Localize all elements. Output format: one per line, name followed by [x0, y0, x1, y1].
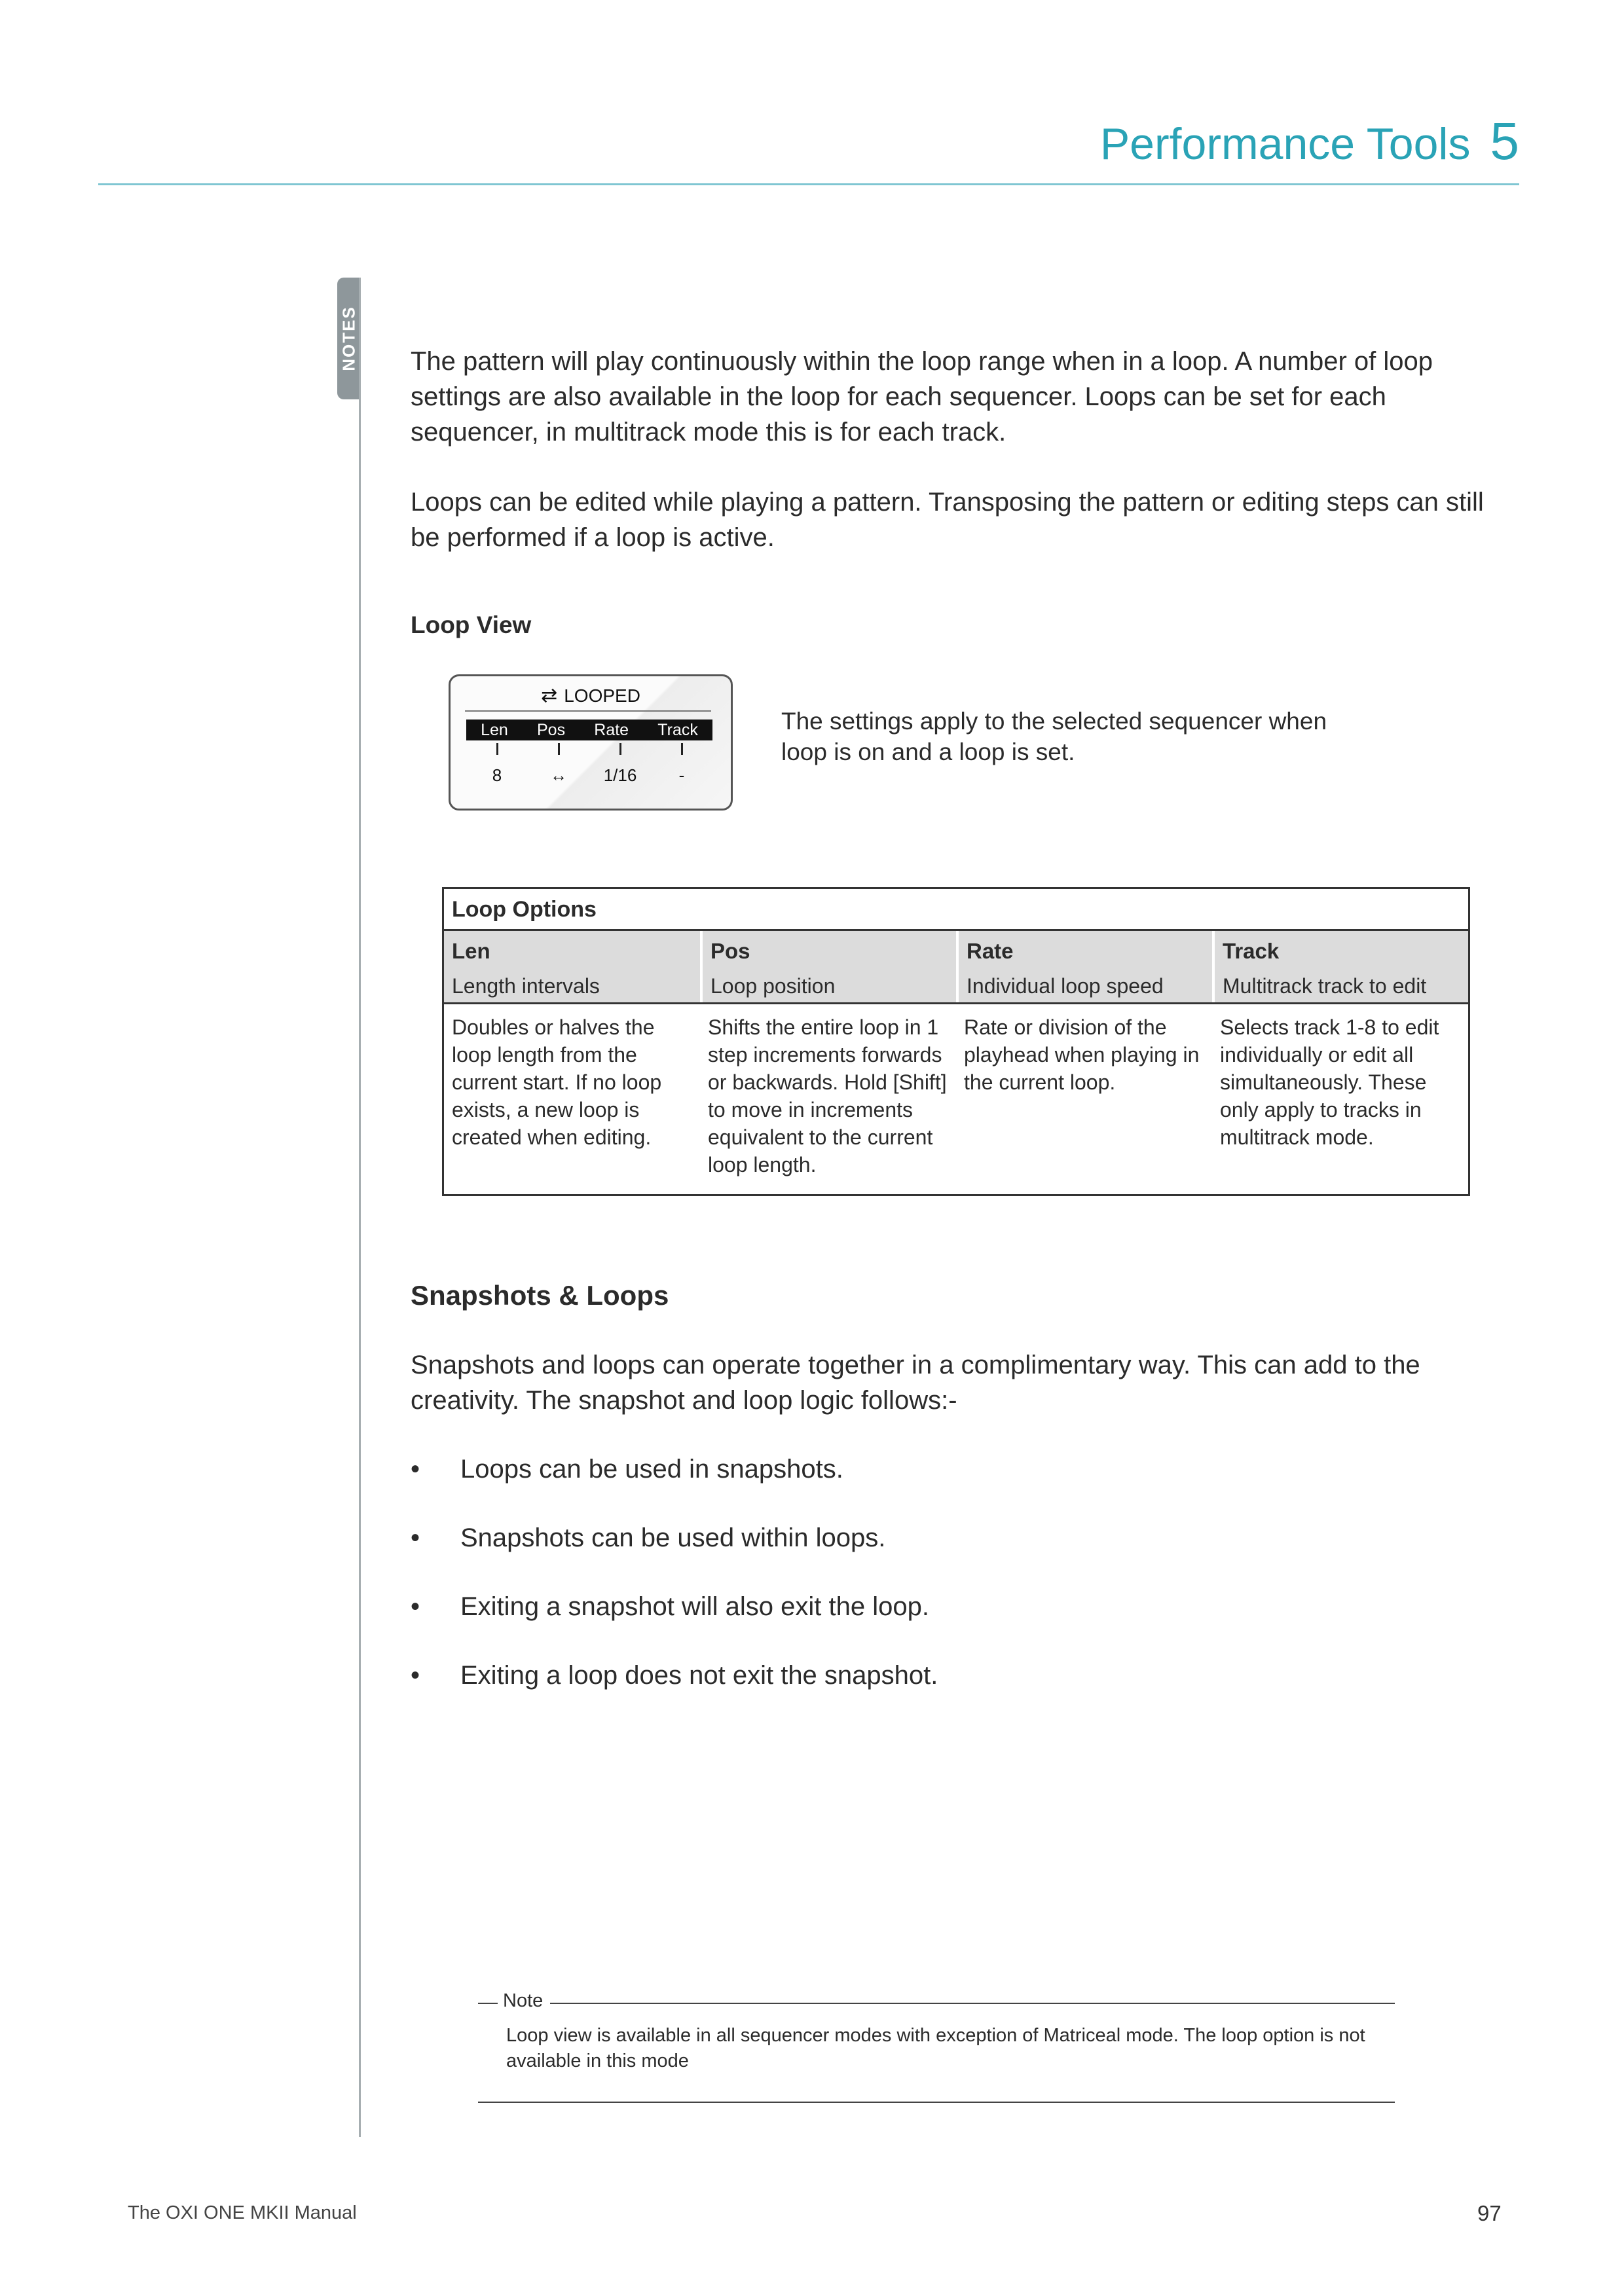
- loop-view-caption: The settings apply to the selected sequencer when loop is on and a loop is set.: [781, 708, 1327, 765]
- bullet-marker: •: [411, 1592, 420, 1621]
- bullet-marker: •: [411, 1661, 420, 1690]
- loop-view-heading: Loop View: [411, 611, 532, 638]
- column-subtitle: Individual loop speed: [967, 974, 1164, 998]
- screen-param-bar: [466, 720, 712, 740]
- column-name: Rate: [967, 939, 1014, 963]
- bullet-marker: •: [411, 1455, 420, 1484]
- note-rule-left: [478, 2003, 498, 2004]
- notes-margin-line: [359, 278, 361, 2137]
- column-subtitle: Length intervals: [452, 974, 600, 998]
- screen-ticks: [466, 743, 712, 755]
- table-header-cell: [956, 931, 1212, 1002]
- column-subtitle: Loop position: [710, 974, 836, 998]
- column-name: Track: [1223, 939, 1280, 963]
- notes-label: NOTES: [339, 306, 359, 371]
- footer-manual-title: The OXI ONE MKII Manual: [128, 2202, 357, 2223]
- screen-divider: [465, 710, 711, 712]
- screen-status: [451, 684, 731, 707]
- note-text: Loop view is available in all sequencer modes with exception of Matriceal mode. The loop option is not available in this mode: [506, 2025, 1365, 2071]
- screen-tick: [681, 743, 683, 755]
- list-item: [411, 1661, 938, 1690]
- table-title: Loop Options: [444, 889, 1468, 931]
- list-item-text: Loops can be used in snapshots.: [460, 1455, 843, 1484]
- list-item: [411, 1523, 885, 1553]
- column-name: Len: [452, 939, 490, 963]
- table-header-cell: [1212, 931, 1468, 1002]
- table-cell: Doubles or halves the loop length from the current start. If no loop exists, a new loop is created when editing.: [452, 1015, 662, 1149]
- note-label: Note: [503, 1990, 544, 2011]
- screen-value-pos: ↔: [550, 765, 567, 785]
- screen-status-text: LOOPED: [564, 685, 640, 706]
- loop-options-table: [442, 887, 1470, 1196]
- table-header-row: [444, 931, 1468, 1004]
- column-subtitle: Multitrack track to edit: [1223, 974, 1427, 998]
- table-cell: Selects track 1-8 to edit individually or edit all simultaneously. These only apply to tracks in multitrack mode.: [1220, 1015, 1439, 1149]
- list-item-text: Snapshots can be used within loops.: [460, 1523, 886, 1552]
- screen-param-rate: Rate: [594, 720, 629, 739]
- notes-tab: [337, 278, 361, 399]
- screen-tick: [619, 743, 621, 755]
- screen-param-len: Len: [481, 720, 508, 739]
- snapshots-paragraph: Snapshots and loops can operate together in a complimentary way. This can add to the creativity. The snapshot and loop logic follows:-: [411, 1351, 1420, 1415]
- screen-param-pos: Pos: [537, 720, 566, 739]
- screen-param-track: Track: [657, 720, 698, 739]
- intro-paragraph-2: Loops can be edited while playing a pattern. Transposing the pattern or editing steps can still be performed if a loop is active.: [411, 488, 1484, 552]
- screen-value-len: 8: [492, 765, 502, 785]
- chapter-title: [1100, 111, 1519, 172]
- loop-arrows-icon: ⇄: [541, 685, 558, 706]
- screen-value-track: -: [678, 765, 685, 785]
- chapter-number: 5: [1490, 112, 1519, 170]
- note-rule-top: [550, 2003, 1395, 2004]
- note-rule-bottom: [478, 2102, 1395, 2103]
- page-number: 97: [1477, 2201, 1502, 2225]
- list-item: [411, 1455, 843, 1484]
- table-cell: Shifts the entire loop in 1 step increments forwards or backwards. Hold [Shift] to move in increments equivalent to the current loop length.: [708, 1015, 947, 1176]
- loop-view-screen: [449, 674, 733, 811]
- table-header-cell: [700, 931, 956, 1002]
- list-item: [411, 1592, 929, 1622]
- snapshots-heading: Snapshots & Loops: [411, 1280, 669, 1311]
- list-item-text: Exiting a loop does not exit the snapshot.: [460, 1661, 938, 1690]
- intro-paragraph-1: The pattern will play continuously within the loop range when in a loop. A number of loop settings are also available in the loop for each sequencer. Loops can be set for each sequencer, in multitrack mode this is for each track.: [411, 347, 1433, 446]
- list-item-text: Exiting a snapshot will also exit the loop.: [460, 1592, 929, 1621]
- header-divider: [98, 183, 1519, 185]
- table-header-cell: [444, 931, 700, 1002]
- chapter-title-text: Performance Tools: [1099, 119, 1471, 169]
- column-name: Pos: [710, 939, 750, 963]
- bullet-marker: •: [411, 1523, 420, 1552]
- screen-tick: [496, 743, 498, 755]
- table-row: [444, 1004, 1468, 1194]
- screen-value-rate: 1/16: [603, 765, 637, 785]
- table-cell: Rate or division of the playhead when playing in the current loop.: [964, 1015, 1200, 1094]
- screen-values: [466, 765, 712, 786]
- screen-tick: [558, 743, 560, 755]
